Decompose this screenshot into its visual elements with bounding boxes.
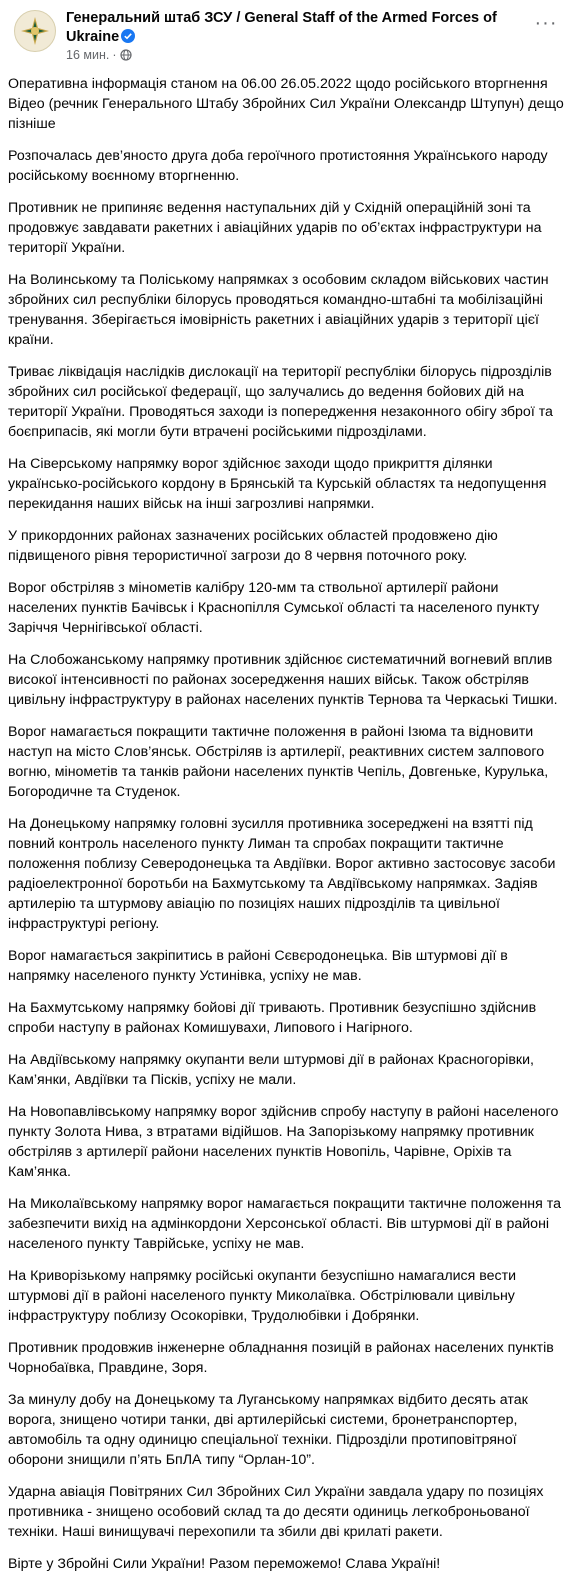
post-paragraph: Розпочалась дев’яносто друга доба героїчного протистояння Українського народу російському воєнному вторгненню. — [8, 148, 548, 184]
post-paragraph: Ворог обстріляв з мінометів калібру 120-мм та ствольної артилерії райони населених пунктів Бачівськ і Краснопілля Сумської області та населеного пункту Заріччя Чернігівської області. — [8, 580, 540, 636]
post-paragraph: На Новопавлівському напрямку ворог здійснив спробу наступу в районі населеного пункту Золота Нива, з втратами відійшов. На Запорізькому напрямку противник обстріляв з артилерії райони населених пунктів Новопіль, Чарівне, Оріхів та Кам’янка. — [8, 1104, 559, 1180]
post-paragraph: На Волинському та Поліському напрямках з особовим складом військових частин збройних сил республіки білорусь проводяться командно-штабні та мобілізаційні тренування. Зберігається імовірність ракетних і авіаційних ударів з території цієї країни. — [8, 272, 549, 348]
post-paragraph: На Донецькому напрямку головні зусилля противника зосереджені на взятті під повний контроль населеного пункту Лиман та спробах покращити тактичне положення поблизу Северодонецька та Авдіївки. Ворог активно застосовує засоби радіоелектронної боротьби на Бахмутському та Авдіївському напрямках. Задіяв артилерію та штурмову авіацію по позиціях наших підрозділів та цивільної інфраструктурі регіону. — [8, 816, 556, 932]
post-paragraph: На Авдіївському напрямку окупанти вели штурмові дії в районах Красногорівки, Кам’янки, Авдіївки та Пісків, успіху не мали. — [8, 1052, 534, 1088]
post-paragraph-title — [8, 74, 570, 134]
post-paragraph: На Миколаївському напрямку ворог намагається покращити тактичне положення та забезпечити вихід на адмінкордони Херсонської області. Вів штурмові дії в районі населеного пункту Таврійське, успіху не мав. — [8, 1196, 561, 1252]
post-paragraph: Ворог намагається закріпитись в районі Сєвєродонецька. Вів штурмові дії в напрямку населеного пункту Устинівка, успіху не мав. — [8, 948, 508, 984]
globe-icon — [120, 49, 132, 61]
post-paragraph: На Слобожанському напрямку противник здійснює систематичний вогневий вплив високої інтенсивності по районах зосередження наших військ. Також обстріляв цивільну інфраструктуру в районах населених пунктів Тернова та Черкаські Тишки. — [8, 652, 558, 708]
post-paragraph: На Криворізькому напрямку російські окупанти безуспішно намагалися вести штурмові дії в районі населеного пункту Миколаївка. Обстрілювали цивільну інфраструктуру поблизу Осокорівки, Трудолюбівки і Добрянки. — [8, 1268, 517, 1324]
post-body — [8, 74, 570, 1586]
post-paragraph: Вірте у Збройні Сили України! Разом переможемо! Слава Україні! — [8, 1556, 441, 1572]
verified-check-icon — [121, 29, 135, 43]
more-horizontal-icon[interactable]: ··· — [534, 11, 558, 34]
post-meta — [66, 48, 132, 62]
page-avatar[interactable] — [14, 10, 56, 52]
page-name-link[interactable]: Генеральний штаб ЗСУ / General Staff of the Armed Forces of Ukraine — [66, 10, 497, 45]
post-header — [8, 0, 568, 72]
meta-separator: · — [112, 48, 117, 62]
post-paragraph: Ворог намагається покращити тактичне положення в районі Ізюма та відновити наступ на місто Слов’янськ. Обстріляв із артилерії, реактивних систем залпового вогню, мінометів та танків райони населених пунктів Чепіль, Довгеньке, Курулька, Богородичне та Студенок. — [8, 724, 549, 800]
post-paragraph: Триває ліквідація наслідків дислокації на території республіки білорусь підрозділів збройних сил російської федерації, що залучались до ведення бойових дій на території України. Проводяться заходи із попередження незаконного обігу зброї та боєприпасів, які могли бути втрачені російськими підрозділами. — [8, 364, 553, 440]
post-paragraph: На Бахмутському напрямку бойові дії тривають. Противник безуспішно здійснив спроби наступу в районах Комишувахи, Липового і Нагірного. — [8, 1000, 537, 1036]
post-paragraph: Оперативна інформація станом на 06.00 26.05.2022 щодо російського вторгнення — [8, 76, 548, 92]
armed-forces-emblem-icon — [20, 16, 50, 46]
post-paragraph: На Сіверському напрямку ворог здійснює заходи щодо прикриття ділянки українсько-російського кордону в Брянській та Курській областях та недопущення перекидання наших військ на інші загрозливі напрямки. — [8, 456, 547, 512]
post-timestamp[interactable]: 16 мин. — [66, 48, 110, 62]
post-paragraph: Противник продовжив інженерне обладнання позицій в районах населених пунктів Чорнобаївка, Правдине, Зоря. — [8, 1340, 554, 1376]
post-paragraph: Ударна авіація Повітряних Сил Збройних Сил України завдала удару по позиціях противника - знищено особовий склад та до десяти одиниць легкоброньованої техніки. Наші винищувачі перехопили та збили дві крилаті ракети. — [8, 1484, 544, 1540]
post-paragraph: Відео (речник Генерального Штабу Збройних Сил України Олександр Штупун) дещо пізніше — [8, 96, 564, 132]
post-paragraph: За минулу добу на Донецькому та Луганському напрямках відбито десять атак ворога, знищено чотири танки, дві артилерійські системи, бронетранспортер, автомобіль та одну одиницю спеціальної техніки. Підрозділи протиповітряної оборони знищили п’ять БпЛА типу “Орлан-10”. — [8, 1392, 528, 1468]
post-paragraph: Противник не припиняє ведення наступальних дій у Східній операційній зоні та продовжує завдавати ракетних і авіаційних ударів по об’єктах інфраструктури на території України. — [8, 200, 542, 256]
post-paragraph: У прикордонних районах зазначених російських областей продовжено дію підвищеного рівня терористичної загрози до 8 червня поточного року. — [8, 528, 498, 564]
